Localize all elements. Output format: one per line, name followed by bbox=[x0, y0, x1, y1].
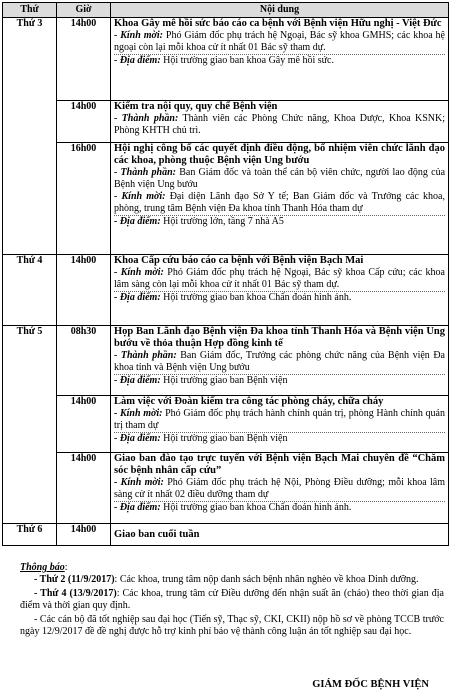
notice-item bbox=[20, 574, 444, 586]
notice-item bbox=[20, 614, 444, 638]
event-detail bbox=[114, 30, 445, 54]
detail-label: - Địa điểm: bbox=[114, 375, 161, 386]
event-detail bbox=[114, 167, 445, 191]
time-cell: 14h00 bbox=[57, 524, 111, 546]
event-title: Khoa Cấp cứu báo cáo ca bệnh với Bệnh viện Bạch Mai bbox=[114, 255, 364, 266]
event-detail bbox=[114, 501, 445, 514]
notice-item-text: : Các khoa, trung tâm cử Điều dưỡng đến nhận suất ăn (cháo) theo thời gian địa điểm và thời gian quy định. bbox=[20, 588, 444, 611]
detail-label: - Thành phần: bbox=[114, 350, 177, 361]
time-cell: 14h00 bbox=[57, 396, 111, 453]
event-content bbox=[111, 143, 449, 255]
notice-heading bbox=[20, 562, 444, 574]
event-detail bbox=[114, 477, 445, 501]
time-cell: 08h30 bbox=[57, 326, 111, 396]
detail-label: - Kính mời: bbox=[114, 408, 163, 419]
weekly-schedule-table bbox=[2, 2, 449, 546]
table-row bbox=[3, 143, 449, 255]
event-title: Họp Ban Lãnh đạo Bệnh viện Đa khoa tỉnh Thanh Hóa và Bệnh viện Ung bướu về thỏa thuận Hợp đồng kinh tế bbox=[114, 326, 445, 349]
event-title: Hội nghị công bố các quyết định điều động, bổ nhiệm viên chức lãnh đạo các khoa, phòng thuộc Bệnh viện Ung bướu bbox=[114, 143, 445, 166]
event-title: Làm việc với Đoàn kiểm tra công tác phòng cháy, chữa cháy bbox=[114, 396, 384, 407]
notice-item-text: - Các cán bộ đã tốt nghiệp sau đại học (Tiến sỹ, Thạc sỹ, CKI, CKII) nộp hồ sơ về phòng TCCB trước ngày 12/9/2017 đề đề nghị được hỗ trợ kinh phí bảo vệ thành công luận án tốt nghiệp sau đại học. bbox=[20, 614, 444, 637]
detail-text: Đại diện Lãnh đạo Sở Y tế; Ban Giám đốc và Trưởng các khoa, phòng, trung tâm Bệnh viện Đa khoa tỉnh Thanh Hóa tham dự bbox=[114, 191, 445, 214]
notice-heading-colon: : bbox=[64, 562, 68, 573]
event-detail bbox=[114, 408, 445, 432]
time-cell: 14h00 bbox=[57, 18, 111, 101]
detail-label: - Địa điểm: bbox=[114, 216, 161, 227]
detail-label: - Địa điểm: bbox=[114, 502, 161, 513]
detail-text: Phó Giám đốc phụ trách hệ Ngoại, Bác sỹ khoa GMHS; các khoa hệ ngoại còn lại mỗi khoa cử ít nhất 01 Bác sỹ tham dự. bbox=[114, 30, 445, 53]
detail-text: Ban Giám đốc và toàn thể cán bộ viên chức, người lao động của Bệnh viện Ung bướu bbox=[114, 167, 446, 190]
header-time: Giờ bbox=[57, 3, 111, 18]
detail-text: Hội trường giao ban Bệnh viện bbox=[160, 375, 288, 386]
table-header-row bbox=[3, 3, 449, 18]
detail-label: - Địa điểm: bbox=[114, 55, 161, 66]
detail-text: Hội trường giao ban khoa Gây mê hồi sức. bbox=[160, 55, 334, 66]
table-row bbox=[3, 255, 449, 326]
detail-label: - Kính mời: bbox=[114, 191, 166, 202]
event-detail bbox=[114, 350, 445, 374]
signature: GIÁM ĐỐC BỆNH VIỆN bbox=[312, 679, 429, 690]
event-detail bbox=[114, 54, 445, 67]
header-day: Thứ bbox=[3, 3, 57, 18]
time-cell: 14h00 bbox=[57, 101, 111, 143]
event-content bbox=[111, 453, 449, 524]
table-row bbox=[3, 524, 449, 546]
event-detail bbox=[114, 432, 445, 445]
notice-item bbox=[20, 588, 444, 612]
detail-text: Phó Giám đốc phụ trách hành chính quản trị, phòng Hành chính quản trị tham dự bbox=[114, 408, 445, 431]
event-title: Giao ban cuối tuần bbox=[114, 528, 200, 540]
event-content bbox=[111, 101, 449, 143]
time-cell: 14h00 bbox=[57, 453, 111, 524]
detail-text: Phó Giám đốc phụ trách hệ Nội, Phòng Điều dưỡng; mỗi khoa lâm sàng cử ít nhất 02 điều dưỡng tham dự bbox=[114, 477, 445, 500]
event-detail bbox=[114, 291, 445, 304]
detail-text: Phó Giám đốc phụ trách hệ Ngoại, Bác sỹ khoa Cấp cứu; các khoa lâm sàng còn lại mỗi khoa cử ít nhất 01 Bác sỹ tham dự. bbox=[114, 267, 445, 290]
table-row bbox=[3, 396, 449, 453]
detail-text: Hội trường giao ban khoa Chẩn đoán hình ảnh. bbox=[160, 502, 352, 513]
detail-text: Hội trường giao ban khoa Chẩn đoán hình ảnh. bbox=[160, 292, 352, 303]
detail-text: Ban Giám đốc, Trưởng các phòng chức năng của Bệnh viện Đa khoa tỉnh và Bệnh viện Ung bướu bbox=[114, 350, 445, 373]
notice-item-text: : Các khoa, trung tâm nộp danh sách bệnh nhân nghèo về khoa Dinh dưỡng. bbox=[114, 574, 419, 585]
event-content bbox=[111, 255, 449, 326]
detail-label: - Kính mời: bbox=[114, 477, 164, 488]
time-cell: 14h00 bbox=[57, 255, 111, 326]
detail-label: - Địa điểm: bbox=[114, 292, 161, 303]
event-content bbox=[111, 326, 449, 396]
event-content bbox=[111, 524, 449, 546]
table-row bbox=[3, 326, 449, 396]
header-content: Nội dung bbox=[111, 3, 449, 18]
event-content bbox=[111, 396, 449, 453]
notice-section bbox=[20, 562, 444, 638]
time-cell: 16h00 bbox=[57, 143, 111, 255]
detail-text: Thành viên các Phòng Chức năng, Khoa Dược, Khoa KSNK; Phòng KHTH chủ trì. bbox=[114, 113, 445, 136]
day-cell: Thứ 5 bbox=[3, 326, 57, 524]
event-detail bbox=[114, 215, 445, 228]
day-cell: Thứ 4 bbox=[3, 255, 57, 326]
event-title: Kiểm tra nội quy, quy chế Bệnh viện bbox=[114, 101, 278, 112]
detail-label: - Kính mời: bbox=[114, 267, 164, 278]
notice-heading-text: Thông báo bbox=[20, 562, 65, 573]
detail-text: Hội trường giao ban Bệnh viện bbox=[160, 433, 288, 444]
event-detail bbox=[114, 267, 445, 291]
event-detail bbox=[114, 191, 445, 215]
table-row bbox=[3, 18, 449, 101]
detail-label: - Thành phần: bbox=[114, 113, 179, 124]
event-detail bbox=[114, 113, 445, 137]
day-cell: Thứ 3 bbox=[3, 18, 57, 255]
table-row bbox=[3, 453, 449, 524]
event-title: Khoa Gây mê hồi sức báo cáo ca bệnh với Bệnh viện Hữu nghị - Việt Đức bbox=[114, 18, 442, 29]
detail-label: - Thành phần: bbox=[114, 167, 176, 178]
event-content bbox=[111, 18, 449, 101]
day-cell: Thứ 6 bbox=[3, 524, 57, 546]
detail-text: Hội trường lớn, tầng 7 nhà A5 bbox=[160, 216, 284, 227]
notice-item-label: - Thứ 4 (13/9/2017) bbox=[34, 588, 117, 599]
table-row bbox=[3, 101, 449, 143]
notice-item-label: - Thứ 2 (11/9/2017) bbox=[34, 574, 115, 585]
event-detail bbox=[114, 374, 445, 387]
event-title: Giao ban đào tạo trực tuyến với Bệnh viện Bạch Mai chuyên đề “Chăm sóc bệnh nhân cấp cứu” bbox=[114, 453, 445, 476]
detail-label: - Kính mời: bbox=[114, 30, 163, 41]
detail-label: - Địa điểm: bbox=[114, 433, 161, 444]
